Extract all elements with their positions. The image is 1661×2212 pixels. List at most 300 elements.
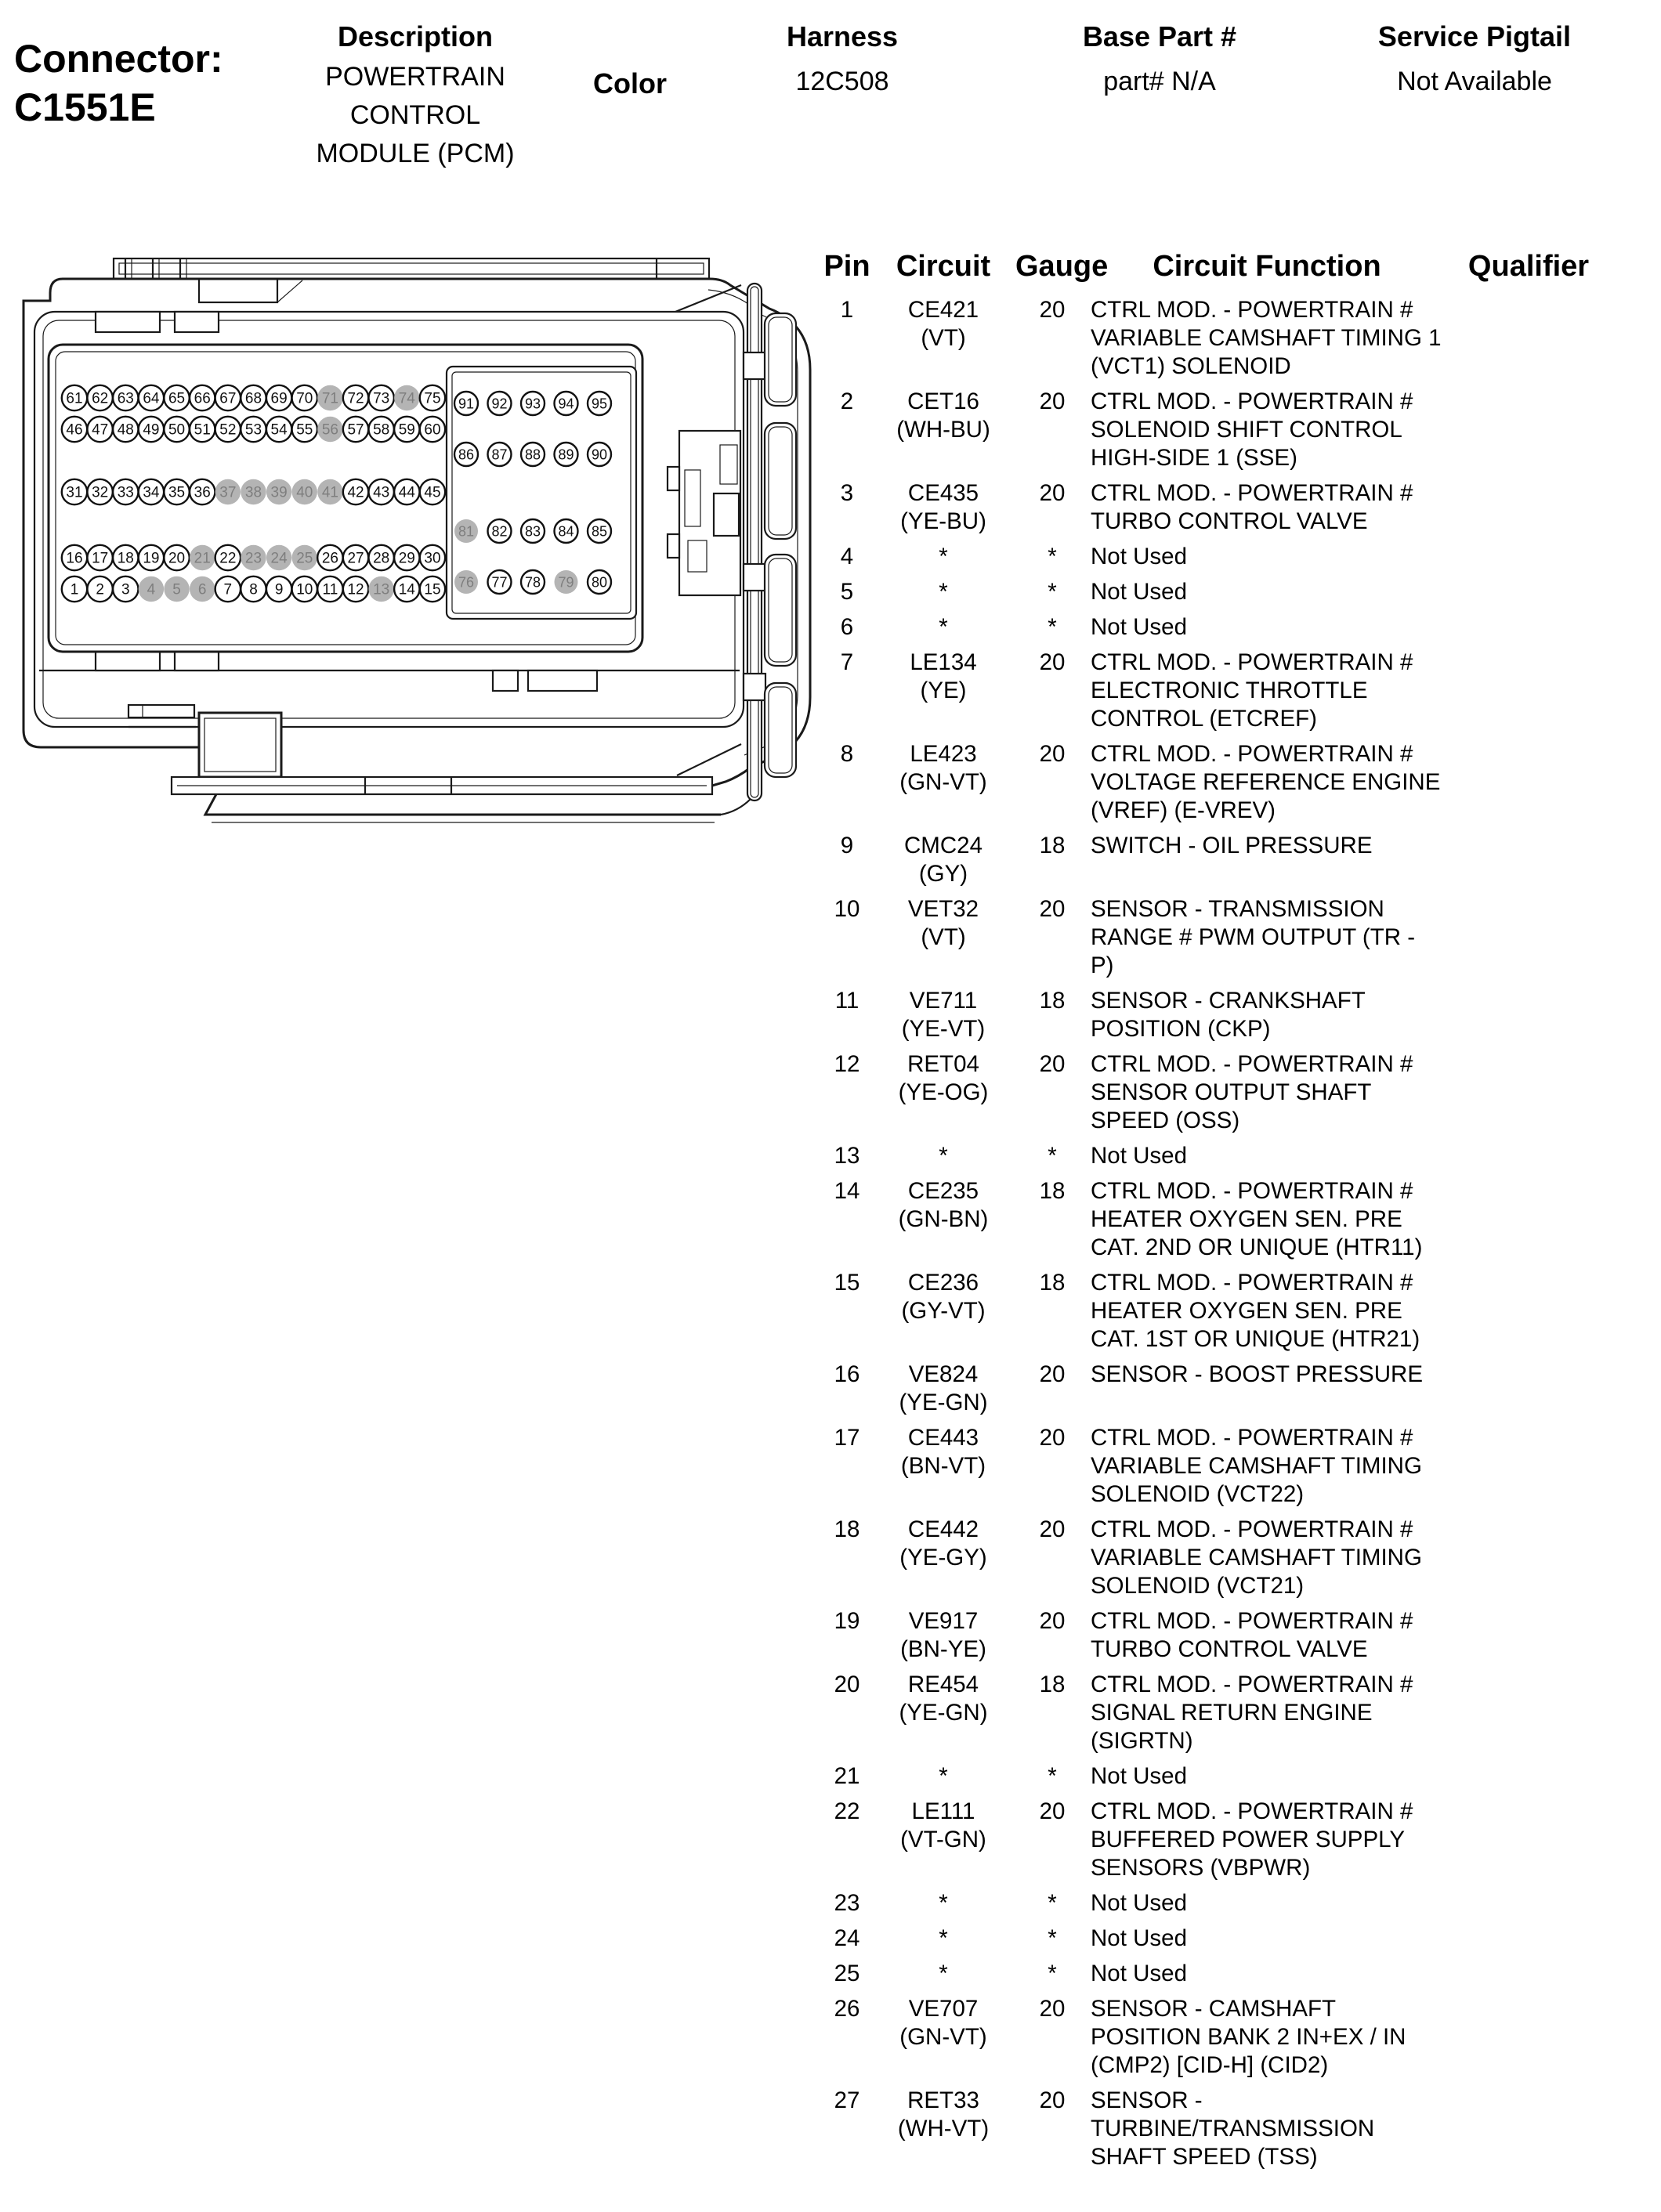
cell-circuit-function: Not Used: [1091, 1763, 1187, 1789]
cell-gauge: 20: [1039, 1425, 1066, 1451]
table-row-pin-12: [823, 1050, 1637, 1135]
table-row-pin-8: [823, 740, 1637, 825]
cell-gauge: 20: [1039, 896, 1066, 922]
pin-label-48: 48: [117, 421, 134, 439]
pin-label-68: 68: [244, 390, 262, 407]
cell-gauge: *: [1048, 544, 1057, 569]
housing-latch-detail: [668, 284, 796, 801]
circuit-wire-color: (YE-GN): [899, 1390, 988, 1415]
cell-pin: 6: [840, 614, 854, 640]
housing-bottom-block: [199, 713, 281, 777]
pin-label-30: 30: [424, 550, 441, 567]
cell-circuit: [873, 388, 1014, 444]
circuit-wire-color: (YE-VT): [901, 1016, 986, 1042]
pin-label-46: 46: [66, 421, 83, 439]
circuit-code: *: [939, 614, 948, 640]
pin-label-24: 24: [270, 550, 288, 567]
circuit-code: CE235: [907, 1178, 979, 1204]
cell-circuit-function: CTRL MOD. - POWERTRAIN # SENSOR OUTPUT SHAFT SPEED (OSS): [1091, 1051, 1413, 1133]
service-pigtail-column-header: Service Pigtail: [1377, 20, 1572, 52]
pin-label-70: 70: [296, 390, 313, 407]
cell-gauge: 18: [1039, 1672, 1066, 1697]
cell-circuit: [873, 613, 1014, 642]
pin-label-88: 88: [524, 446, 541, 463]
connector-housing-outline: [24, 258, 810, 822]
cell-pin: 11: [834, 988, 859, 1014]
cell-pin: 13: [834, 1143, 860, 1169]
cell-gauge: 20: [1039, 297, 1066, 323]
table-row-pin-9: [823, 832, 1637, 888]
pin-label-59: 59: [398, 421, 415, 439]
pin-label-18: 18: [117, 550, 134, 567]
pin-label-17: 17: [92, 550, 109, 567]
pin-label-10: 10: [296, 581, 313, 598]
pin-label-45: 45: [424, 484, 441, 501]
cell-pin: 27: [834, 2087, 860, 2113]
circuit-code: *: [939, 1961, 948, 1986]
cell-circuit-function: CTRL MOD. - POWERTRAIN # ELECTRONIC THROTTLE CONTROL (ETCREF): [1091, 649, 1413, 732]
cell-gauge: 18: [1039, 1270, 1066, 1296]
base-part-value: part# N/A: [1103, 67, 1216, 96]
pin-label-32: 32: [92, 484, 109, 501]
pin-label-11: 11: [322, 581, 338, 598]
table-row-pin-10: [823, 895, 1637, 980]
circuit-wire-color: (YE): [920, 678, 967, 703]
cell-circuit: [873, 296, 1014, 352]
cell-circuit-function: SENSOR - TURBINE/TRANSMISSION SHAFT SPEED (TSS): [1091, 2087, 1375, 2170]
cell-circuit: [873, 1142, 1014, 1170]
circuit-wire-color: (GN-VT): [899, 2024, 987, 2050]
header-circuit: Circuit: [896, 250, 991, 283]
cell-pin: 22: [834, 1798, 860, 1824]
cell-gauge: *: [1048, 1143, 1057, 1169]
pin-label-34: 34: [143, 484, 160, 501]
table-row-pin-3: [823, 479, 1637, 536]
circuit-code: RET33: [907, 2087, 979, 2113]
circuit-code: VE711: [909, 988, 978, 1014]
pin-label-28: 28: [373, 550, 390, 567]
cell-circuit: [873, 1798, 1014, 1854]
table-row-pin-13: [823, 1142, 1637, 1170]
table-row-pin-15: [823, 1269, 1637, 1354]
cell-gauge: 20: [1039, 741, 1066, 767]
cell-circuit-function: CTRL MOD. - POWERTRAIN # SOLENOID SHIFT CONTROL HIGH-SIDE 1 (SSE): [1091, 389, 1413, 471]
circuit-wire-color: (GN-VT): [899, 769, 987, 795]
harness-column-header: Harness: [786, 20, 899, 52]
pin-label-89: 89: [558, 446, 574, 463]
cell-pin: 10: [834, 896, 860, 922]
cell-pin: 12: [834, 1051, 860, 1077]
circuit-code: CE421: [907, 297, 979, 323]
table-row-pin-24: [823, 1925, 1637, 1953]
pin-label-93: 93: [524, 396, 541, 412]
housing-top-rail: [114, 258, 709, 279]
cell-circuit-function: Not Used: [1091, 1925, 1187, 1951]
cell-pin: 17: [834, 1425, 860, 1451]
cell-circuit: [873, 1607, 1014, 1664]
pin-label-22: 22: [219, 550, 237, 567]
cell-circuit-function: SENSOR - BOOST PRESSURE: [1091, 1361, 1424, 1387]
pin-label-42: 42: [347, 484, 364, 501]
pin-label-25: 25: [296, 550, 313, 567]
cell-circuit-function: CTRL MOD. - POWERTRAIN # SIGNAL RETURN ENGINE (SIGRTN): [1091, 1672, 1413, 1754]
table-row-pin-14: [823, 1177, 1637, 1262]
cell-gauge: 20: [1039, 1608, 1066, 1634]
pin-table: [823, 249, 1637, 2178]
cell-gauge: *: [1048, 1925, 1057, 1951]
cell-circuit: [873, 1671, 1014, 1727]
pin-label-94: 94: [558, 396, 574, 412]
cell-gauge: 20: [1039, 2087, 1066, 2113]
table-row-pin-17: [823, 1424, 1637, 1509]
cell-circuit-function: SENSOR - CRANKSHAFT POSITION (CKP): [1091, 988, 1366, 1042]
cell-circuit-function: Not Used: [1091, 544, 1187, 569]
cell-circuit-function: CTRL MOD. - POWERTRAIN # VARIABLE CAMSHAFT TIMING SOLENOID (VCT22): [1091, 1425, 1422, 1507]
cell-gauge: *: [1048, 614, 1057, 640]
table-row-pin-4: [823, 543, 1637, 571]
pin-label-1: 1: [70, 581, 79, 598]
table-row-pin-2: [823, 388, 1637, 472]
pin-label-16: 16: [66, 550, 83, 567]
cell-circuit: [873, 1762, 1014, 1791]
cell-gauge: 20: [1039, 1516, 1066, 1542]
pin-label-29: 29: [398, 550, 415, 567]
cell-gauge: 20: [1039, 389, 1066, 414]
pin-label-36: 36: [194, 484, 211, 501]
circuit-code: LE111: [911, 1798, 975, 1824]
cell-pin: 3: [840, 480, 854, 506]
circuit-code: *: [939, 544, 948, 569]
description-column-header: Description: [337, 20, 494, 52]
table-row-pin-19: [823, 1607, 1637, 1664]
cell-circuit: [873, 1995, 1014, 2051]
pin-label-21: 21: [194, 550, 211, 567]
circuit-code: RET04: [907, 1051, 979, 1077]
table-row-pin-7: [823, 649, 1637, 733]
pin-label-77: 77: [491, 574, 508, 591]
pin-table-header: [823, 249, 1637, 284]
circuit-wire-color: (WH-VT): [897, 2116, 990, 2142]
table-row-pin-27: [823, 2087, 1637, 2171]
circuit-wire-color: (VT-GN): [900, 1827, 986, 1852]
pin-label-6: 6: [197, 581, 207, 598]
pin-label-19: 19: [143, 550, 160, 567]
header-qualifier: Qualifier: [1467, 250, 1590, 283]
cell-gauge: *: [1048, 1763, 1057, 1789]
cell-pin: 18: [834, 1516, 860, 1542]
table-row-pin-23: [823, 1889, 1637, 1917]
cell-circuit: [873, 1424, 1014, 1480]
base-part-column-header: Base Part #: [1082, 20, 1237, 52]
pin-label-73: 73: [373, 390, 390, 407]
cell-circuit: [873, 578, 1014, 606]
cell-circuit-function: Not Used: [1091, 614, 1187, 640]
pin-label-90: 90: [591, 446, 608, 463]
cell-circuit-function: Not Used: [1091, 579, 1187, 605]
pin-label-60: 60: [424, 421, 441, 439]
pin-table-rows: [823, 296, 1637, 2171]
pin-label-66: 66: [194, 390, 211, 407]
circuit-wire-color: (YE-OG): [898, 1079, 989, 1105]
cell-circuit-function: CTRL MOD. - POWERTRAIN # VARIABLE CAMSHAFT TIMING 1 (VCT1) SOLENOID: [1091, 297, 1442, 379]
circuit-wire-color: (WH-BU): [896, 417, 990, 443]
connector-title: [14, 34, 223, 132]
pin-label-53: 53: [244, 421, 262, 439]
cell-pin: 9: [840, 833, 854, 858]
left-pin-grid: [62, 385, 445, 602]
cell-circuit: [873, 987, 1014, 1043]
circuit-wire-color: (GY-VT): [901, 1298, 986, 1324]
table-row-pin-1: [823, 296, 1637, 381]
table-row-pin-21: [823, 1762, 1637, 1791]
circuit-code: CE236: [907, 1270, 979, 1296]
cell-circuit: [873, 2087, 1014, 2143]
cell-pin: 21: [834, 1763, 860, 1789]
cell-circuit: [873, 1889, 1014, 1917]
circuit-code: VE707: [908, 1996, 979, 2022]
pin-label-50: 50: [168, 421, 186, 439]
pin-label-85: 85: [591, 523, 608, 540]
cell-circuit-function: CTRL MOD. - POWERTRAIN # BUFFERED POWER SUPPLY SENSORS (VBPWR): [1091, 1798, 1413, 1881]
circuit-wire-color: (BN-VT): [900, 1453, 986, 1479]
cell-circuit: [873, 832, 1014, 888]
pin-label-84: 84: [558, 523, 574, 540]
cell-gauge: 18: [1039, 833, 1066, 858]
circuit-wire-color: (VT): [921, 325, 966, 351]
pin-label-63: 63: [117, 390, 134, 407]
table-row-pin-22: [823, 1798, 1637, 1882]
circuit-code: CET16: [907, 389, 979, 414]
cell-gauge: 20: [1039, 1051, 1066, 1077]
pin-label-12: 12: [347, 581, 364, 598]
pin-label-14: 14: [398, 581, 415, 598]
cell-gauge: 20: [1039, 1996, 1066, 2022]
cell-circuit-function: CTRL MOD. - POWERTRAIN # TURBO CONTROL VALVE: [1091, 1608, 1413, 1662]
table-row-pin-5: [823, 578, 1637, 606]
table-row-pin-18: [823, 1516, 1637, 1600]
pin-label-54: 54: [270, 421, 288, 439]
pin-label-81: 81: [458, 523, 475, 540]
cell-circuit-function: CTRL MOD. - POWERTRAIN # HEATER OXYGEN SEN. PRE CAT. 2ND OR UNIQUE (HTR11): [1091, 1178, 1423, 1260]
pin-label-7: 7: [223, 581, 233, 598]
service-pigtail-value: Not Available: [1397, 67, 1552, 96]
circuit-code: *: [939, 579, 948, 605]
pin-label-23: 23: [244, 550, 262, 567]
cell-gauge: 20: [1039, 480, 1066, 506]
circuit-code: *: [939, 1890, 948, 1916]
header-gauge: Gauge: [1015, 250, 1109, 283]
pin-label-40: 40: [296, 484, 313, 501]
cell-circuit: [873, 1050, 1014, 1107]
pin-label-9: 9: [274, 581, 284, 598]
cell-pin: 24: [834, 1925, 860, 1951]
pin-label-35: 35: [168, 484, 186, 501]
pin-label-2: 2: [96, 581, 104, 598]
pin-label-5: 5: [172, 581, 181, 598]
pin-label-78: 78: [524, 574, 541, 591]
circuit-wire-color: (YE-GY): [899, 1545, 987, 1570]
circuit-code: RE454: [907, 1672, 979, 1697]
circuit-wire-color: (YE-BU): [900, 508, 986, 534]
pin-label-82: 82: [491, 523, 508, 540]
pin-label-43: 43: [373, 484, 390, 501]
cell-pin: 16: [834, 1361, 860, 1387]
pin-label-72: 72: [347, 390, 364, 407]
connector-diagram: [11, 235, 823, 829]
circuit-wire-color: (YE-GN): [899, 1700, 988, 1726]
cell-pin: 15: [834, 1270, 860, 1296]
pin-label-15: 15: [424, 581, 441, 598]
circuit-code: LE423: [910, 741, 977, 767]
cell-circuit: [873, 895, 1014, 952]
pin-label-92: 92: [491, 396, 508, 412]
connector-label: Connector:: [14, 37, 223, 81]
pin-label-27: 27: [347, 550, 364, 567]
pin-label-64: 64: [143, 390, 160, 407]
cell-gauge: 20: [1039, 1361, 1066, 1387]
circuit-code: VE917: [908, 1608, 979, 1634]
pin-label-44: 44: [398, 484, 415, 501]
pin-label-65: 65: [168, 390, 186, 407]
circuit-code: VE824: [908, 1361, 979, 1387]
cell-circuit: [873, 1269, 1014, 1325]
circuit-code: CE435: [907, 480, 979, 506]
circuit-wire-color: (GN-BN): [898, 1206, 989, 1232]
cell-pin: 23: [834, 1890, 860, 1916]
circuit-code: CE442: [907, 1516, 979, 1542]
pin-label-26: 26: [321, 550, 338, 567]
pin-label-33: 33: [117, 484, 134, 501]
cell-circuit: [873, 1177, 1014, 1234]
pin-label-41: 41: [321, 484, 338, 501]
header-circuit-function: Circuit Function: [1153, 250, 1381, 283]
pin-label-76: 76: [458, 574, 475, 591]
pin-label-31: 31: [66, 484, 83, 501]
pin-label-51: 51: [194, 421, 211, 439]
cell-gauge: *: [1048, 579, 1057, 605]
circuit-code: *: [939, 1143, 948, 1169]
color-column-header: Color: [593, 67, 667, 99]
cell-circuit: [873, 1925, 1014, 1953]
cell-circuit-function: Not Used: [1091, 1961, 1187, 1986]
table-row-pin-25: [823, 1960, 1637, 1988]
header-pin: Pin: [823, 250, 870, 283]
table-row-pin-16: [823, 1361, 1637, 1417]
pin-label-39: 39: [270, 484, 288, 501]
pin-label-91: 91: [458, 396, 475, 412]
cell-circuit: [873, 649, 1014, 705]
cell-gauge: 20: [1039, 1798, 1066, 1824]
pin-label-69: 69: [270, 390, 288, 407]
pin-label-80: 80: [591, 574, 608, 591]
cell-pin: 2: [840, 389, 854, 414]
circuit-wire-color: (GY): [918, 861, 968, 887]
pin-label-57: 57: [347, 421, 364, 439]
table-row-pin-26: [823, 1995, 1637, 2080]
cell-pin: 20: [834, 1672, 860, 1697]
pin-label-71: 71: [321, 390, 338, 407]
pin-label-4: 4: [147, 581, 156, 598]
circuit-code: CMC24: [904, 833, 982, 858]
pin-label-86: 86: [458, 446, 475, 463]
pin-label-67: 67: [219, 390, 237, 407]
cell-circuit-function: CTRL MOD. - POWERTRAIN # TURBO CONTROL VALVE: [1091, 480, 1413, 534]
pin-label-95: 95: [591, 396, 608, 412]
pin-label-58: 58: [373, 421, 390, 439]
pin-label-75: 75: [424, 390, 441, 407]
connector-id: C1551E: [14, 85, 156, 129]
pin-label-37: 37: [219, 484, 237, 501]
pin-label-83: 83: [524, 523, 541, 540]
cell-pin: 19: [834, 1608, 860, 1634]
cell-pin: 26: [834, 1996, 860, 2022]
cell-gauge: *: [1048, 1961, 1057, 1986]
table-row-pin-6: [823, 613, 1637, 642]
pin-label-52: 52: [219, 421, 237, 439]
cell-pin: 4: [840, 544, 854, 569]
pin-label-79: 79: [558, 574, 574, 591]
cell-circuit: [873, 740, 1014, 797]
circuit-code: CE443: [907, 1425, 979, 1451]
cell-pin: 7: [840, 649, 854, 675]
pin-label-47: 47: [92, 421, 109, 439]
cell-circuit: [873, 479, 1014, 536]
cell-circuit-function: CTRL MOD. - POWERTRAIN # VARIABLE CAMSHAFT TIMING SOLENOID (VCT21): [1091, 1516, 1422, 1599]
cell-circuit-function: SWITCH - OIL PRESSURE: [1091, 833, 1373, 858]
description-value: POWERTRAIN CONTROL MODULE (PCM): [316, 62, 515, 168]
cell-circuit: [873, 543, 1014, 571]
pin-label-55: 55: [296, 421, 313, 439]
pin-label-74: 74: [398, 390, 415, 407]
cell-circuit-function: SENSOR - CAMSHAFT POSITION BANK 2 IN+EX / IN (CMP2) [CID-H] (CID2): [1091, 1996, 1406, 2078]
table-row-pin-20: [823, 1671, 1637, 1755]
cell-gauge: 18: [1039, 988, 1066, 1014]
cell-circuit-function: CTRL MOD. - POWERTRAIN # VOLTAGE REFERENCE ENGINE (VREF) (E-VREV): [1091, 741, 1441, 823]
pin-label-20: 20: [168, 550, 186, 567]
circuit-wire-color: (BN-YE): [900, 1636, 986, 1662]
pin-label-49: 49: [143, 421, 160, 439]
circuit-code: *: [939, 1925, 948, 1951]
table-row-pin-11: [823, 987, 1637, 1043]
circuit-code: VET32: [907, 896, 979, 922]
cell-gauge: 18: [1039, 1178, 1066, 1204]
circuit-code: LE134: [910, 649, 977, 675]
circuit-wire-color: (VT): [921, 924, 966, 950]
cell-pin: 14: [834, 1178, 860, 1204]
pin-label-38: 38: [244, 484, 262, 501]
cell-circuit: [873, 1960, 1014, 1988]
cell-pin: 8: [840, 741, 854, 767]
cell-gauge: 20: [1039, 649, 1066, 675]
pin-label-13: 13: [373, 581, 390, 598]
housing-top-notch: [199, 279, 277, 302]
cell-circuit: [873, 1516, 1014, 1572]
cell-gauge: *: [1048, 1890, 1057, 1916]
cell-pin: 25: [834, 1961, 860, 1986]
cell-circuit-function: CTRL MOD. - POWERTRAIN # HEATER OXYGEN SEN. PRE CAT. 1ST OR UNIQUE (HTR21): [1091, 1270, 1420, 1352]
pin-label-56: 56: [321, 421, 338, 439]
pin-label-3: 3: [121, 581, 130, 598]
pin-label-62: 62: [92, 390, 109, 407]
harness-value: 12C508: [795, 67, 889, 96]
cell-circuit: [873, 1361, 1014, 1417]
cell-circuit-function: Not Used: [1091, 1143, 1187, 1169]
pin-label-87: 87: [491, 446, 508, 463]
cell-pin: 5: [840, 579, 854, 605]
cell-pin: 1: [840, 297, 854, 323]
cell-circuit-function: Not Used: [1091, 1890, 1187, 1916]
cell-circuit-function: SENSOR - TRANSMISSION RANGE # PWM OUTPUT (TR - P): [1091, 896, 1416, 978]
